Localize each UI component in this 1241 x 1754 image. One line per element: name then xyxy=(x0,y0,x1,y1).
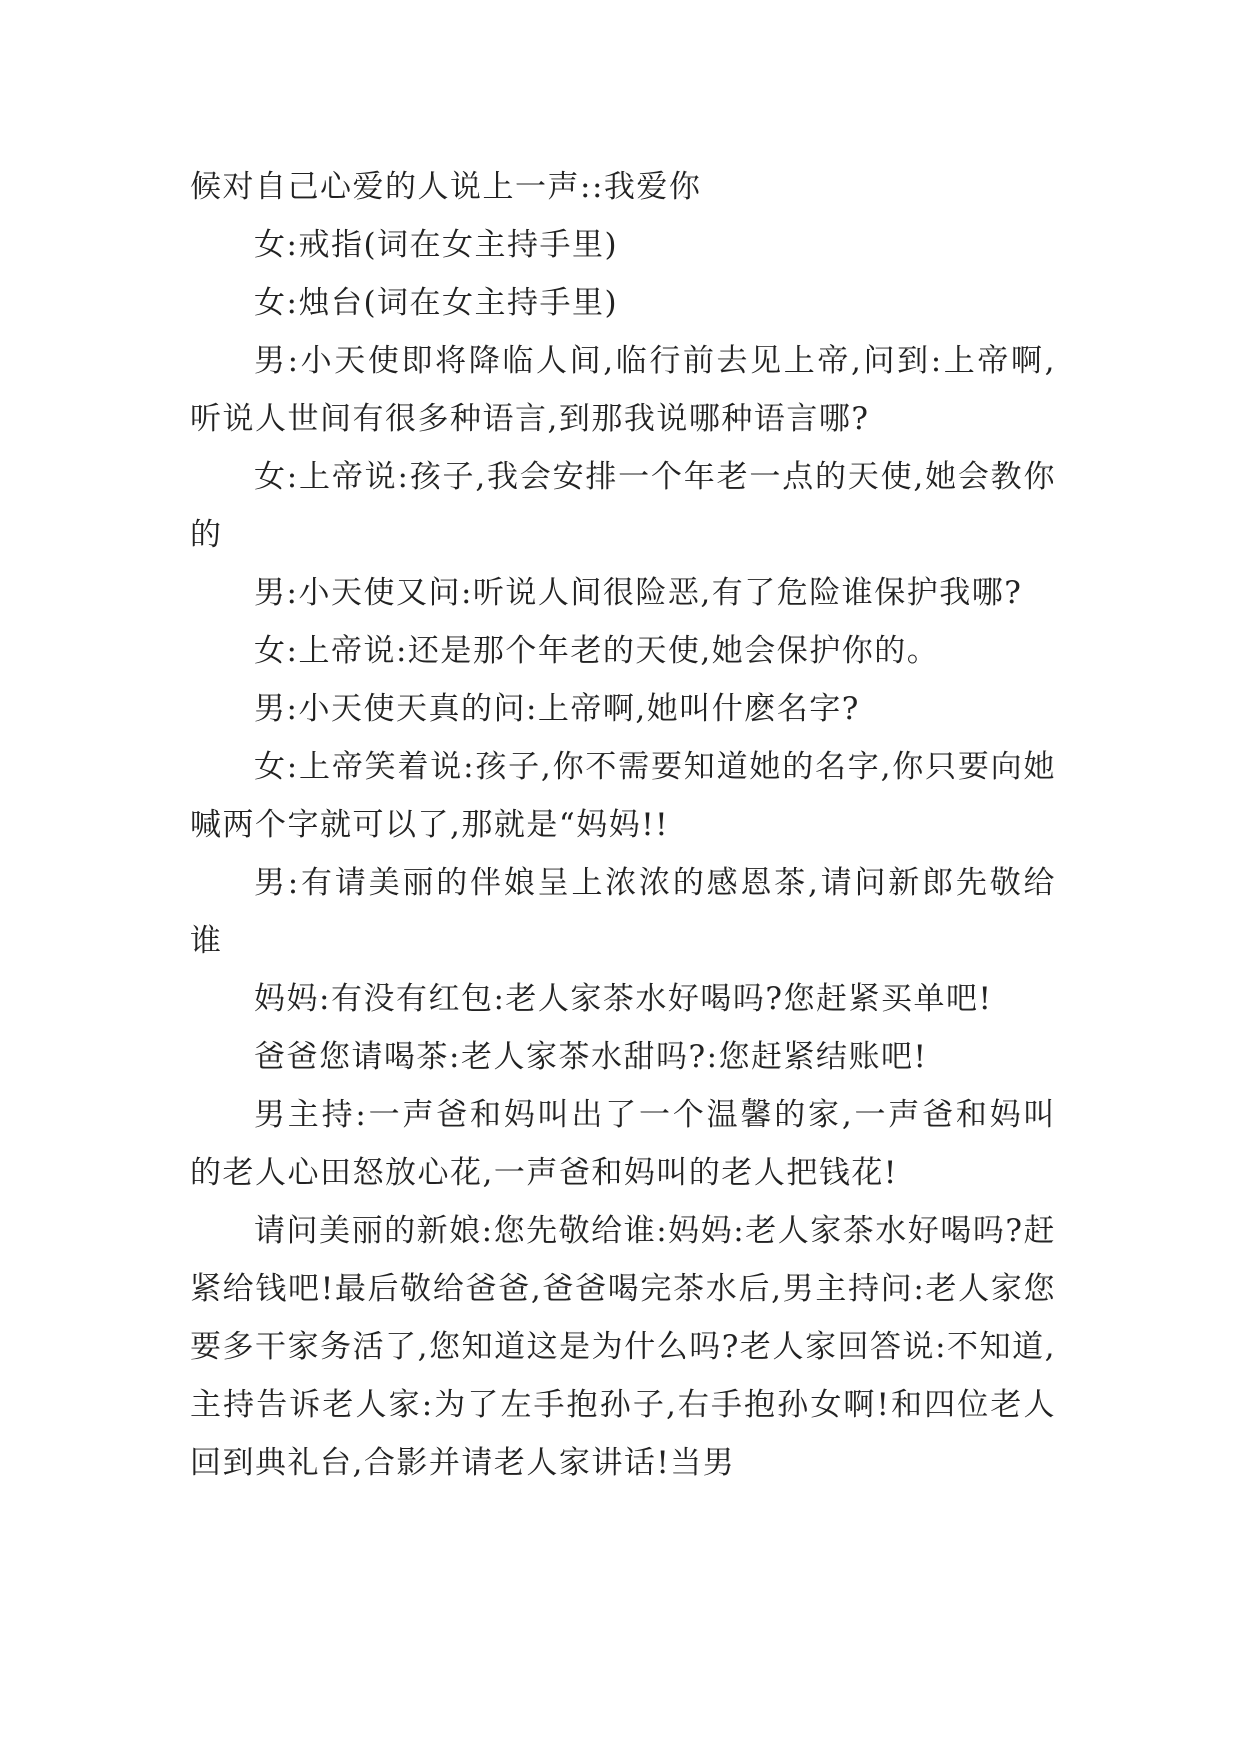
paragraph-9: 女:上帝笑着说:孩子,你不需要知道她的名字,你只要向她喊两个字就可以了,那就是“妈妈!! xyxy=(190,749,1056,843)
paragraph-12: 爸爸您请喝茶:老人家茶水甜吗?:您赶紧结账吧! xyxy=(254,1039,928,1075)
paragraph-7: 女:上帝说:还是那个年老的天使,她会保护你的。 xyxy=(254,633,940,669)
paragraph-13: 男主持:一声爸和妈叫出了一个温馨的家,一声爸和妈叫的老人心田怒放心花,一声爸和妈叫的老人把钱花! xyxy=(190,1097,1056,1191)
paragraph-14: 请问美丽的新娘:您先敬给谁:妈妈:老人家茶水好喝吗?赶紧给钱吧!最后敬给爸爸,爸爸喝完茶水后,男主持问:老人家您要多干家务活了,您知道这是为什么吗?老人家回答说:不知道,主持告诉老人家:为了左手抱孙子,右手抱孙女啊!和四位老人回到典礼台,合影并请老人家讲话!当男 xyxy=(190,1213,1056,1481)
paragraph-4: 男:小天使即将降临人间,临行前去见上帝,问到:上帝啊,听说人世间有很多种语言,到那我说哪种语言哪? xyxy=(190,343,1056,437)
document-body xyxy=(190,158,1056,1492)
paragraph-5: 女:上帝说:孩子,我会安排一个年老一点的天使,她会教你的 xyxy=(190,459,1056,553)
paragraph-6: 男:小天使又问:听说人间很险恶,有了危险谁保护我哪? xyxy=(254,575,1023,611)
paragraph-3: 女:烛台(词在女主持手里) xyxy=(254,285,619,321)
paragraph-11: 妈妈:有没有红包:老人家茶水好喝吗?您赶紧买单吧! xyxy=(254,981,993,1017)
paragraph-2: 女:戒指(词在女主持手里) xyxy=(254,227,619,263)
paragraph-1: 候对自己心爱的人说上一声::我爱你 xyxy=(190,169,702,205)
paragraph-8: 男:小天使天真的问:上帝啊,她叫什麽名字? xyxy=(254,691,860,727)
paragraph-10: 男:有请美丽的伴娘呈上浓浓的感恩茶,请问新郎先敬给谁 xyxy=(190,865,1056,959)
